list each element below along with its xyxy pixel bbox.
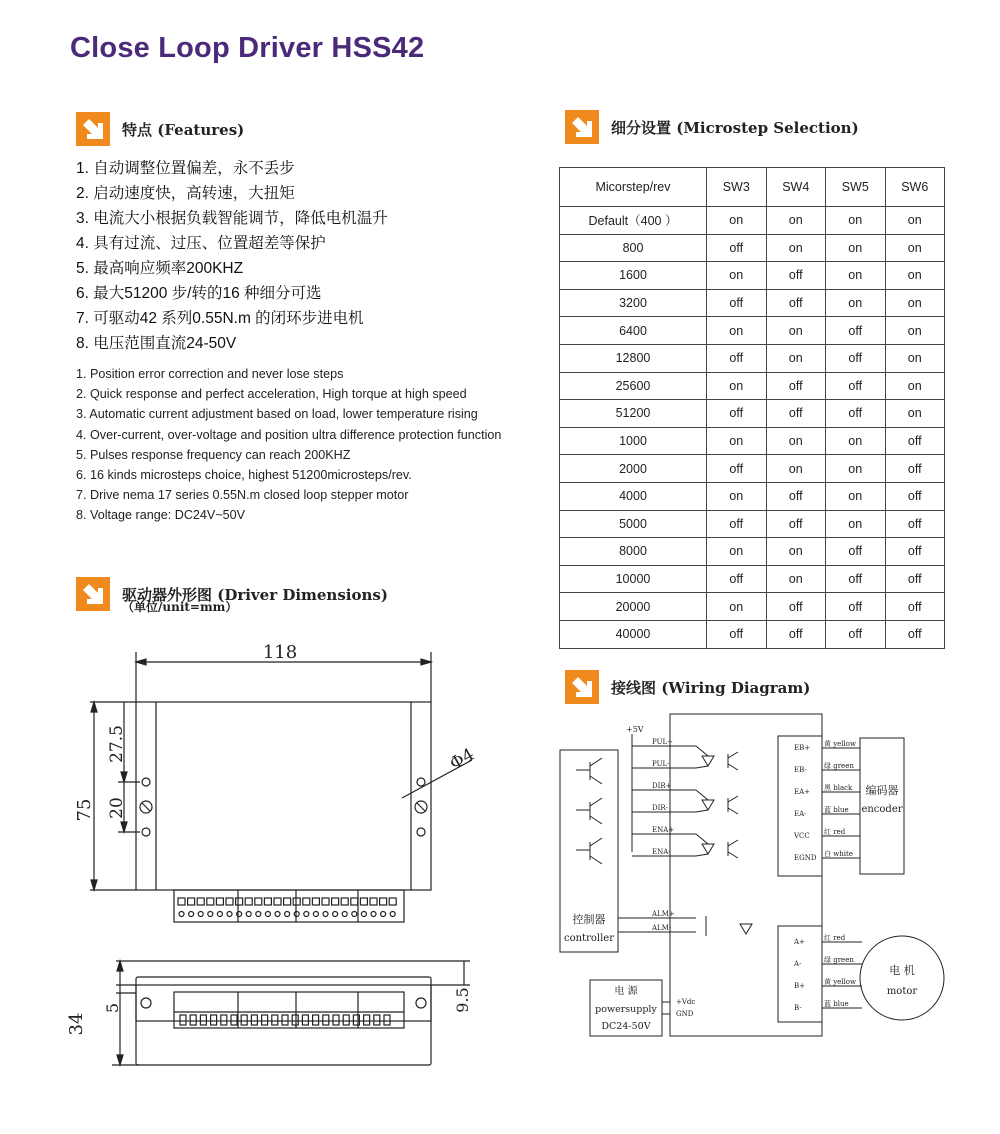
list-item: 8. Voltage range: DC24V~50V — [76, 508, 246, 523]
table-cell: on — [707, 262, 767, 290]
terminal-pin — [221, 1015, 227, 1025]
terminal-screw — [352, 912, 357, 917]
table-row — [560, 565, 945, 593]
table-cell: 2000 — [560, 455, 707, 483]
table-row — [560, 482, 945, 510]
motor-pin-label: A- — [794, 960, 802, 968]
table-cell: on — [766, 565, 826, 593]
table-cell: on — [766, 234, 826, 262]
terminal-pin — [370, 898, 377, 905]
table-cell: off — [707, 455, 767, 483]
encoder-pin-label: EGND — [794, 854, 817, 862]
terminal-pin — [190, 1015, 196, 1025]
table-cell: off — [766, 593, 826, 621]
encoder-wires — [793, 739, 860, 862]
terminal-screw — [265, 912, 270, 917]
table-cell: on — [766, 538, 826, 566]
transistor-collector — [590, 758, 602, 766]
phototransistor — [728, 752, 738, 758]
list-item: 2. 启动速度快，高转速，大扭矩 — [76, 185, 295, 202]
motor-cn: 电 机 — [889, 964, 915, 977]
terminal-pin — [245, 898, 252, 905]
table-header-row — [560, 168, 945, 207]
terminal-pin — [313, 1015, 319, 1025]
terminal-screw — [189, 912, 194, 917]
table-cell: off — [826, 620, 886, 648]
transistor-emitter — [590, 776, 602, 784]
terminal-pin — [364, 1015, 370, 1025]
encoder-wire-label: 红 red — [824, 828, 846, 836]
flange-label: 9.5 — [453, 987, 472, 1013]
table-cell: 5000 — [560, 510, 707, 538]
terminal-pin — [374, 1015, 380, 1025]
table-cell: off — [707, 344, 767, 372]
unit-note: （单位/unit=mm） — [122, 600, 238, 614]
led-wire — [696, 834, 708, 844]
terminal-pin — [323, 1015, 329, 1025]
encoder-pin-label: VCC — [794, 832, 810, 840]
encoder-wire-label: 绿 green — [824, 762, 854, 770]
terminal-pin — [302, 1015, 308, 1025]
table-cell: on — [885, 372, 945, 400]
table-row — [560, 620, 945, 648]
motor-pin-label: B- — [794, 1004, 802, 1012]
hole-label: Φ4 — [446, 744, 478, 775]
table-cell: 10000 — [560, 565, 707, 593]
terminal-pin — [241, 1015, 247, 1025]
optocoupler-led — [702, 756, 714, 766]
table-cell: on — [707, 207, 767, 235]
table-cell: 40000 — [560, 620, 707, 648]
optocoupler-led — [702, 844, 714, 854]
table-row — [560, 538, 945, 566]
transistor-emitter — [590, 856, 602, 864]
terminal-screw — [371, 912, 376, 917]
terminal-screw — [323, 912, 328, 917]
led-wire — [696, 766, 708, 768]
table-cell: off — [885, 455, 945, 483]
terminal-screw — [294, 912, 299, 917]
terminal-pin — [332, 898, 339, 905]
wiring-heading — [565, 670, 810, 704]
terminal-screw — [198, 912, 203, 917]
terminal-pin — [188, 898, 195, 905]
table-cell: on — [707, 538, 767, 566]
signal-label: ENA+ — [652, 826, 675, 834]
encoder-wire-label: 黄 yellow — [824, 740, 857, 748]
encoder-pin-label: EA+ — [794, 788, 811, 796]
motor-wire-label: 红 red — [824, 934, 846, 942]
terminal-screw — [246, 912, 251, 917]
terminal-screw — [381, 912, 386, 917]
terminal-screw — [285, 912, 290, 917]
table-cell: on — [707, 372, 767, 400]
table-cell: off — [766, 510, 826, 538]
table-cell: off — [707, 289, 767, 317]
table-cell: off — [707, 620, 767, 648]
table-row — [560, 289, 945, 317]
table-header-cell: SW5 — [826, 168, 886, 207]
terminal-screw — [342, 912, 347, 917]
wiring-title: 接线图 (Wiring Diagram) — [611, 678, 811, 697]
table-cell: on — [826, 482, 886, 510]
features-cn-list — [76, 156, 388, 356]
table-cell: off — [707, 400, 767, 428]
table-cell: on — [885, 207, 945, 235]
alarm-label: ALM- — [652, 924, 672, 932]
list-item: 3. 电流大小根据负载智能调节，降低电机温升 — [76, 210, 388, 227]
terminal-pin — [236, 898, 243, 905]
terminal-screw — [237, 912, 242, 917]
table-cell: off — [885, 538, 945, 566]
table-cell: on — [707, 317, 767, 345]
transistor-collector — [590, 838, 602, 846]
phototransistor — [728, 796, 738, 802]
terminal-screw — [361, 912, 366, 917]
table-header-cell: SW6 — [885, 168, 945, 207]
list-item: 5. 最高响应频率200KHZ — [76, 260, 244, 277]
list-item: 7. Drive nema 17 series 0.55N.m closed loop stepper motor — [76, 488, 409, 503]
phototransistor — [728, 852, 738, 858]
table-cell: off — [826, 538, 886, 566]
led-wire — [696, 746, 708, 756]
arrow-icon — [565, 670, 599, 704]
encoder-en: encoder — [861, 804, 903, 815]
table-cell: 51200 — [560, 400, 707, 428]
table-row — [560, 207, 945, 235]
table-cell: off — [826, 400, 886, 428]
terminal-screw — [217, 912, 222, 917]
terminal-screw — [390, 912, 395, 917]
table-cell: on — [766, 207, 826, 235]
list-item: 1. 自动调整位置偏差，永不丢步 — [76, 160, 295, 177]
terminal-pin — [292, 1015, 298, 1025]
table-cell: off — [826, 565, 886, 593]
phototransistor — [728, 764, 738, 770]
top-view — [74, 642, 478, 922]
table-cell: on — [707, 593, 767, 621]
table-cell: off — [766, 289, 826, 317]
terminal-pin — [180, 1015, 186, 1025]
table-row — [560, 593, 945, 621]
table-cell: off — [885, 565, 945, 593]
list-item: 7. 可驱动42 系列0.55N.m 的闭环步进电机 — [76, 310, 364, 327]
list-item: 6. 16 kinds microsteps choice, highest 51200microsteps/rev. — [76, 467, 412, 482]
terminal-screw — [275, 912, 280, 917]
terminal-pin — [255, 898, 262, 905]
controller-en: controller — [564, 933, 614, 944]
table-cell: off — [766, 372, 826, 400]
table-cell: on — [766, 344, 826, 372]
signal-label: ENA- — [652, 848, 671, 856]
alarm-label: ALM+ — [652, 910, 675, 918]
table-cell: on — [826, 289, 886, 317]
list-item: 4. Over-current, over-voltage and position ultra difference protection function — [76, 427, 502, 442]
table-header-cell: SW3 — [707, 168, 767, 207]
table-row — [560, 317, 945, 345]
terminal-pin — [200, 1015, 206, 1025]
table-body — [560, 207, 945, 649]
terminal-pin — [178, 898, 185, 905]
terminal-pin — [251, 1015, 257, 1025]
terminal-pin — [284, 898, 291, 905]
dimensions-title: 驱动器外形图 (Driver Dimensions) — [122, 585, 388, 604]
motor-wire-label: 绿 green — [824, 956, 854, 964]
encoder-wire-label: 白 white — [824, 850, 853, 858]
table-cell: 8000 — [560, 538, 707, 566]
motor-circle — [860, 936, 944, 1020]
table-row — [560, 510, 945, 538]
alarm-lines — [618, 910, 752, 936]
features-title: 特点 (Features) — [122, 120, 245, 139]
side-view — [66, 961, 472, 1065]
signal-label: PUL- — [652, 760, 670, 768]
table-cell: 1600 — [560, 262, 707, 290]
table-cell: off — [885, 482, 945, 510]
motor-wire-label: 黄 yellow — [824, 978, 857, 986]
signal-label: PUL+ — [652, 738, 673, 746]
table-cell: on — [826, 262, 886, 290]
terminal-pin — [312, 898, 319, 905]
table-cell: 4000 — [560, 482, 707, 510]
table-row — [560, 344, 945, 372]
terminal-pin — [343, 1015, 349, 1025]
table-cell: off — [766, 620, 826, 648]
terminal-pin — [380, 898, 387, 905]
table-cell: on — [766, 427, 826, 455]
terminal-pin — [264, 898, 271, 905]
table-cell: off — [885, 510, 945, 538]
table-cell: 12800 — [560, 344, 707, 372]
optocoupler-led — [702, 800, 714, 810]
list-item: 2. Quick response and perfect acceleration, High torque at high speed — [76, 387, 467, 402]
encoder-wire-label: 黑 black — [824, 784, 853, 792]
hole-spacing-label: 20 — [107, 797, 127, 819]
terminal-pin — [231, 1015, 237, 1025]
table-cell: on — [885, 317, 945, 345]
driver-dimension-drawing — [66, 640, 490, 1080]
transistor-emitter — [590, 816, 602, 824]
encoder-pin-label: EB+ — [794, 744, 811, 752]
depth-label: 34 — [66, 1012, 87, 1036]
list-item: 5. Pulses response frequency can reach 200KHZ — [76, 447, 351, 462]
terminal-pin — [322, 898, 329, 905]
page-title: Close Loop Driver HSS42 — [70, 32, 425, 64]
microstep-heading — [565, 110, 859, 144]
controller-cn: 控制器 — [572, 913, 606, 926]
table-cell: on — [707, 482, 767, 510]
microstep-table — [559, 167, 945, 649]
power-pin-vdc: +Vdc — [676, 998, 696, 1006]
table-row — [560, 455, 945, 483]
led-wire — [696, 854, 708, 856]
table-cell: on — [885, 400, 945, 428]
arrow-icon — [565, 110, 599, 144]
table-header-cell: Micorstep/rev — [560, 168, 707, 207]
arrow-icon — [76, 577, 110, 611]
table-cell: off — [826, 317, 886, 345]
table-cell: on — [707, 427, 767, 455]
table-cell: off — [766, 262, 826, 290]
terminal-pin — [282, 1015, 288, 1025]
features-en-list — [76, 364, 501, 526]
table-cell: 800 — [560, 234, 707, 262]
motor-en: motor — [886, 986, 918, 997]
terminal-pin — [262, 1015, 268, 1025]
table-cell: off — [826, 344, 886, 372]
list-item: 6. 最大51200 步/转的16 种细分可选 — [76, 285, 322, 302]
table-cell: on — [826, 207, 886, 235]
terminal-pin — [207, 898, 214, 905]
phototransistor — [728, 808, 738, 814]
terminal-pin — [303, 898, 310, 905]
terminal-block-side — [180, 992, 390, 1028]
list-item: 3. Automatic current adjustment based on load, lower temperature rising — [76, 407, 478, 422]
signal-label: DIR+ — [652, 782, 672, 790]
table-cell: off — [707, 510, 767, 538]
table-cell: off — [885, 620, 945, 648]
table-cell: on — [885, 262, 945, 290]
list-item: 1. Position error correction and never lose steps — [76, 367, 344, 381]
top-offset-label: 27.5 — [107, 725, 127, 763]
table-cell: off — [707, 565, 767, 593]
terminal-screw — [256, 912, 261, 917]
signal-label: DIR- — [652, 804, 669, 812]
transistor-collector — [590, 798, 602, 806]
terminal-pin — [341, 898, 348, 905]
table-cell: on — [826, 234, 886, 262]
motor-pin-label: B+ — [794, 982, 806, 990]
table-row — [560, 262, 945, 290]
terminal-screw — [227, 912, 232, 917]
features-heading — [76, 112, 244, 146]
table-cell: on — [885, 234, 945, 262]
terminal-block-top — [178, 890, 396, 922]
terminal-screw — [208, 912, 213, 917]
led-wire — [696, 790, 708, 800]
table-cell: on — [766, 455, 826, 483]
terminal-pin — [293, 898, 300, 905]
small-label: 5 — [103, 1002, 122, 1014]
table-cell: off — [707, 234, 767, 262]
motor-wire-label: 蓝 blue — [824, 1000, 849, 1008]
led-wire — [696, 810, 708, 812]
table-header-cell: SW4 — [766, 168, 826, 207]
terminal-pin — [351, 898, 358, 905]
wiring-diagram — [556, 712, 956, 1042]
table-cell: Default（400 ） — [560, 207, 707, 235]
arrow-icon — [76, 112, 110, 146]
terminal-pin — [360, 898, 367, 905]
plus5v-label: +5V — [626, 725, 644, 734]
list-item: 8. 电压范围直流24-50V — [76, 335, 237, 352]
table-cell: off — [766, 482, 826, 510]
microstep-title: 细分设置 (Microstep Selection) — [611, 118, 859, 137]
table-row — [560, 427, 945, 455]
terminal-pin — [211, 1015, 217, 1025]
terminal-pin — [216, 898, 223, 905]
width-label: 118 — [262, 642, 298, 663]
power-range: DC24-50V — [601, 1021, 651, 1032]
motor-pin-label: A+ — [794, 938, 805, 946]
terminal-screw — [333, 912, 338, 917]
terminal-pin — [226, 898, 233, 905]
power-cn: 电 源 — [614, 986, 638, 997]
encoder-wire-label: 蓝 blue — [824, 806, 849, 814]
table-row — [560, 234, 945, 262]
table-cell: on — [885, 344, 945, 372]
encoder-cn: 编码器 — [865, 784, 899, 797]
table-cell: off — [766, 400, 826, 428]
encoder-pin-label: EA- — [794, 810, 807, 818]
power-pin-gnd: GND — [676, 1010, 694, 1018]
terminal-pin — [272, 1015, 278, 1025]
phototransistor — [728, 840, 738, 846]
table-cell: off — [826, 372, 886, 400]
table-cell: off — [885, 427, 945, 455]
table-cell: on — [885, 289, 945, 317]
terminal-screw — [179, 912, 184, 917]
table-row — [560, 400, 945, 428]
motor-wires — [793, 933, 862, 1012]
height-label: 75 — [74, 798, 95, 822]
terminal-pin — [274, 898, 281, 905]
terminal-pin — [384, 1015, 390, 1025]
table-cell: 20000 — [560, 593, 707, 621]
table-cell: 6400 — [560, 317, 707, 345]
table-cell: on — [826, 510, 886, 538]
terminal-screw — [313, 912, 318, 917]
terminal-pin — [333, 1015, 339, 1025]
table-cell: on — [826, 455, 886, 483]
signal-lines — [576, 738, 738, 864]
encoder-pin-label: EB- — [794, 766, 807, 774]
list-item: 4. 具有过流、过压、位置超差等保护 — [76, 235, 326, 252]
table-cell: 1000 — [560, 427, 707, 455]
alarm-led — [740, 924, 752, 934]
table-row — [560, 372, 945, 400]
table-cell: off — [826, 593, 886, 621]
table-cell: 25600 — [560, 372, 707, 400]
table-cell: on — [826, 427, 886, 455]
terminal-pin — [197, 898, 204, 905]
table-cell: off — [885, 593, 945, 621]
power-en: powersupply — [595, 1004, 657, 1015]
table-cell: on — [766, 317, 826, 345]
terminal-screw — [304, 912, 309, 917]
terminal-pin — [389, 898, 396, 905]
table-cell: 3200 — [560, 289, 707, 317]
